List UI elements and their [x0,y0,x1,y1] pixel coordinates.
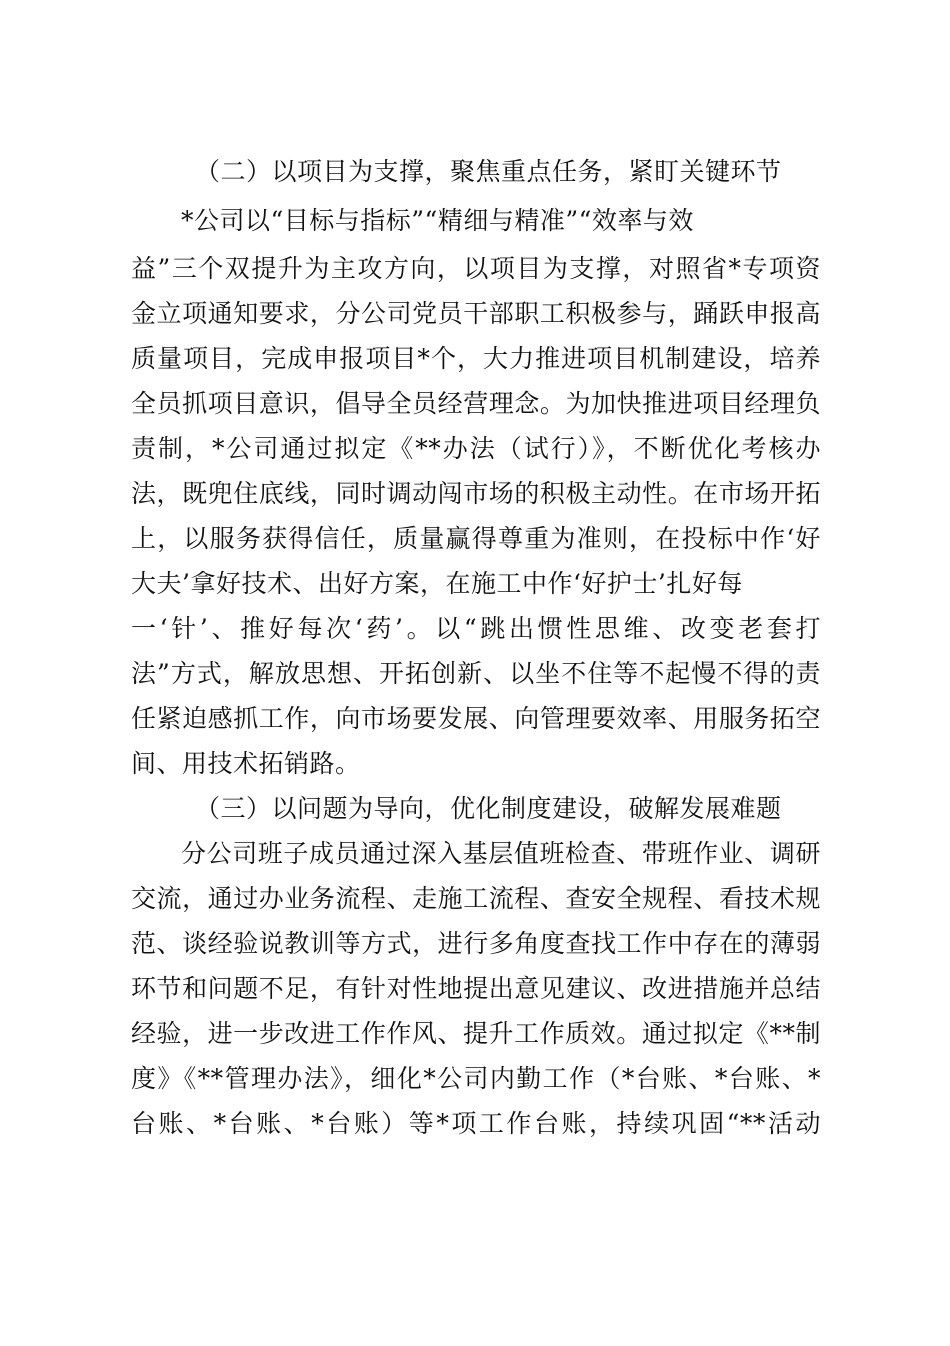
paragraph-line: 度》《**管理办法》，细化*公司内勤工作（*台账、*台账、* [131,1064,821,1093]
paragraph-line: 全员抓项目意识，倡导全员经营理念。为加快推进项目经理负 [131,389,821,418]
paragraph-line: 责制，*公司通过拟定《**办法（试行）》，不断优化考核办 [131,434,821,463]
paragraph-line: 上，以服务获得信任，质量赢得尊重为准则，在投标中作‘好 [131,524,821,553]
paragraph-line: 法”方式，解放思想、开拓创新、以坐不住等不起慢不得的责 [131,659,821,688]
paragraph-line: 益”三个双提升为主攻方向，以项目为支撑，对照省*专项资 [131,254,821,283]
paragraph-line: 质量项目，完成申报项目*个，大力推进项目机制建设，培养 [131,344,821,373]
paragraph-line: 间、用技术拓销路。 [131,749,361,778]
paragraph-line: 经验，进一步改进工作作风、提升工作质效。通过拟定《**制 [131,1019,821,1048]
paragraph-line: 一‘针’、推好每次‘药’。以“跳出惯性思维、改变老套打 [131,614,821,643]
paragraph-line: 范、谈经验说教训等方式，进行多角度查找工作中存在的薄弱 [131,929,821,958]
paragraph-line: 金立项通知要求，分公司党员干部职工积极参与，踊跃申报高 [131,299,821,328]
paragraph-line: *公司以“目标与指标”“精细与精准”“效率与效 [181,206,694,235]
paragraph-line: 台账、*台账、*台账）等*项工作台账，持续巩固“**活动 [131,1109,821,1138]
section-heading-2: （二）以项目为支撑，聚焦重点任务，紧盯关键环节 [195,157,782,186]
paragraph-line: 大夫’拿好技术、出好方案，在施工中作‘好护士’扎好每 [131,569,743,598]
paragraph-line: 法，既兜住底线，同时调动闯市场的积极主动性。在市场开拓 [131,479,821,508]
paragraph-line: 交流，通过办业务流程、走施工流程、查安全规程、看技术规 [131,884,821,913]
paragraph-line: 环节和问题不足，有针对性地提出意见建议、改进措施并总结 [131,974,821,1003]
section-heading-3: （三）以问题为导向，优化制度建设，破解发展难题 [195,794,782,823]
paragraph-line: 任紧迫感抓工作，向市场要发展、向管理要效率、用服务拓空 [131,704,821,733]
paragraph-line: 分公司班子成员通过深入基层值班检查、带班作业、调研 [181,839,821,868]
